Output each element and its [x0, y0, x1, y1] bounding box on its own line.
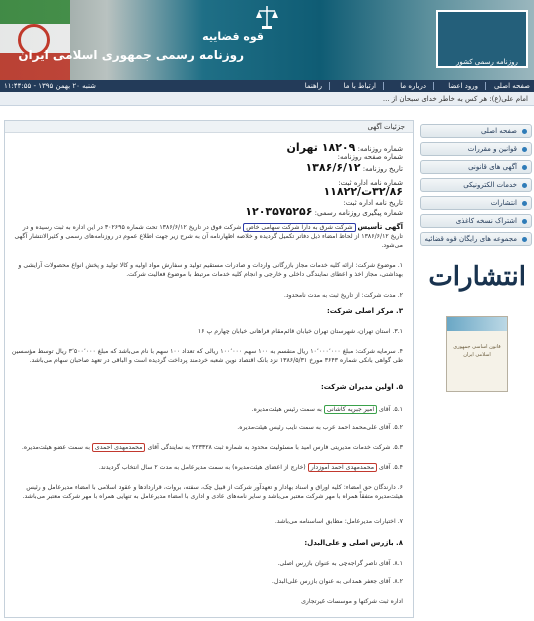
ticker-text: امام علی(ع): هر کس به خاطر خدای سبحان از ... [382, 95, 528, 103]
inspector-1: ۸.۱. آقای ناصر گراجه‌چی به عنوان بازرس اصلی. [277, 560, 403, 567]
book-title: قانون اساسی جمهوری اسلامی ایران [453, 344, 501, 358]
bullet-icon [522, 183, 527, 188]
sidebar-item-subscription[interactable] [420, 214, 532, 228]
registry-office-footer: اداره ثبت شرکتها و موسسات غیرتجاری [301, 598, 403, 605]
sidebar-item-label: انتشارات [490, 199, 517, 207]
top-nav-bar [0, 80, 534, 92]
header-subtitle: روزنامه رسمی جمهوری اسلامی ایران [18, 48, 244, 62]
sidebar-item-label: خدمات الکترونیکی [463, 181, 517, 189]
bullet-icon [522, 165, 527, 170]
director-1: ۵.۱. آقای امیر جبریه کاشانی به سمت رئیس هیئت‌مدیره. [251, 406, 403, 413]
ceo-name-highlight: محمدمهدی احمد آموزدار [308, 463, 377, 472]
signatories-paragraph: ۶. دارندگان حق امضاء: کلیه اوراق و اسناد بهادار و تعهدآور شرکت از قبیل چک، سفته، بروات، قراردادها و عقود اسلامی با امضاء مدیرعامل و رئیس هیئت‌مدیره متفقاً همراه با مهر شرکت معتبر می‌باشد و سایر نامه‌های عادی و اداری با امضاء مدیرعامل به تنهایی همراه با مهر شرکت معتبر می‌باشد. [22, 484, 403, 500]
header-title: قوه قضاییه [202, 30, 264, 43]
company-name-highlight: شرکت شرق به دارا شرکت سهامی خاص [243, 223, 355, 232]
nav-item-home[interactable]: صفحه اصلی [493, 82, 530, 90]
sidebar-item-label: اشتراک نسخه کاغذی [455, 217, 517, 225]
sidebar-item-laws[interactable] [420, 142, 532, 156]
panel-header-title: جزئیات آگهی [367, 123, 405, 131]
issue-number-row: شماره روزنامه: ۱۸۲۰۹ تهران [286, 141, 403, 154]
letter-date-row: تاریخ نامه اداره ثبت: [343, 199, 403, 207]
nav-item-login[interactable]: ورود اعضا [448, 82, 478, 90]
sidebar-item-home[interactable] [420, 124, 532, 138]
hq-address: ۳.۱. استان تهران، شهرستان تهران خیابان قائم‌مقام فراهانی خیابان چهارم پ ۱۶ [197, 328, 403, 335]
page-number-row: شماره صفحه روزنامه: [337, 153, 403, 161]
nav-item-contact[interactable]: ارتباط با ما [343, 82, 376, 90]
sidebar-item-label: قوانین و مقررات [467, 145, 517, 153]
sidebar-item-label: آگهی های قانونی [468, 163, 517, 171]
director-1-name-highlight: امیر جبریه کاشانی [324, 405, 377, 414]
date-row: تاریخ روزنامه: ۱۳۸۶/۶/۱۲ [305, 161, 403, 174]
subject-paragraph: ۱. موضوع شرکت: ارائه کلیه خدمات مجاز بازرگانی واردات و صادرات مستقیم تولید و سفارش مواد اولیه و کالا تولید و پخش انواع محصولات آرایشی و بهداشتی، مجاز اخذ و اعطای نمایندگی داخلی و خارجی و انجام کلیه خدمات مرتبط با موضوع فعالیت شرکت. [18, 262, 403, 278]
nav-separator [433, 82, 434, 90]
bullet-icon [522, 129, 527, 134]
inspector-2: ۸.۲. آقای جعفر همدانی به عنوان بازرس علی‌البدل. [271, 578, 403, 585]
constitution-book-image[interactable] [446, 316, 508, 392]
right-sidebar [420, 118, 532, 618]
sidebar-item-label: مجموعه های رایگان قوه قضائیه [424, 235, 517, 243]
sidebar-item-free-collections[interactable] [420, 232, 532, 246]
duration-paragraph: ۲. مدت شرکت: از تاریخ ثبت به مدت نامحدود. [283, 292, 403, 299]
tracking-row: شماره پیگیری روزنامه رسمی: ۱۲۰۳۵۷۵۲۵۶ [245, 205, 403, 218]
nav-item-help[interactable]: راهنما [304, 82, 322, 90]
bullet-icon [522, 237, 527, 242]
inspectors-title: ۸. بازرس اصلی و علی‌البدل: [304, 539, 403, 547]
director-4: ۵.۴. آقای محمدمهدی احمد آموزدار (خارج از اعضای هیئت‌مدیره) به سمت مدیرعامل به مدت ۲ سال انتخاب گردیدند. [98, 464, 403, 471]
director-3-name-highlight: محمدمهدی احمدی [92, 443, 146, 452]
nav-date: شنبه ۲۰ بهمن ۱۳۹۵ - ۱۱:۴۴:۵۵ [4, 82, 96, 90]
capital-paragraph: ۴. سرمایه شرکت: مبلغ ۱۰٬۰۰۰٬۰۰۰ ریال منقسم به ۱۰۰ سهم ۱۰۰٬۰۰۰ ریالی که تعداد ۱۰۰ سهم با نام می‌باشد که مبلغ ۳٬۵۰۰٬۰۰۰ ریال توسط مؤسسین طی گواهی بانکی شماره ۳۶۴۳ مورخ ۱۳۸۶/۵/۳۱ نزد بانک اقتصاد نوین شعبه خردمند پرداخت گردیده است و الباقی در تعهد صاحبان سهام می‌باشد. [11, 348, 403, 364]
publications-logo[interactable]: انتشارات [428, 262, 526, 292]
nav-separator [329, 82, 330, 90]
director-3: ۵.۳. شرکت خدمات مدیریتی فارس امید با مسئولیت محدود به شماره ثبت ۲۲۳۳۲۸ به نمایندگی آقای محمدمهدی احمدی به سمت عضو هیئت‌مدیره. [21, 444, 403, 451]
ad-details-panel [4, 120, 414, 618]
site-header [0, 0, 534, 80]
book-cover-band [447, 317, 507, 331]
announce-paragraph: آگهی تأسیس شرکت شرق به دارا شرکت سهامی خاص شرکت فوق در تاریخ ۱۳۸۶/۶/۱۲ تحت شماره ۳۰۲۶۹۵ در این اداره به ثبت رسیده و در تاریخ ۱۳۸۶/۶/۱۲ از لحاظ امضاء ذیل دفاتر تکمیل گردیده و خلاصه اظهارنامه آن به شرح زیر جهت اطلاع عموم در روزنامه‌های رسمی و کثیرالانتشار آگهی می‌شود. [14, 223, 403, 249]
sidebar-item-e-services[interactable] [420, 178, 532, 192]
nav-separator [383, 82, 384, 90]
sidebar-item-legal-ads[interactable] [420, 160, 532, 174]
bullet-icon [522, 147, 527, 152]
sidebar-item-label: صفحه اصلی [480, 127, 517, 135]
bullet-icon [522, 201, 527, 206]
judiciary-emblem-icon [256, 4, 278, 30]
bullet-icon [522, 219, 527, 224]
sidebar-item-publications[interactable] [420, 196, 532, 210]
official-gazette-logo-text: روزنامه رسمی کشور [456, 58, 518, 66]
letter-number-row: شماره نامه اداره ثبت: [338, 179, 403, 187]
ceo-powers-paragraph: ۷. اختیارات مدیرعامل: مطابق اساسنامه می‌باشد. [274, 518, 403, 525]
news-ticker [0, 92, 534, 106]
panel-header [5, 121, 413, 133]
letter-number-value: ۳۲/۸۶ت/۱۱۸۲۲ [323, 185, 403, 198]
hq-title: ۳. مرکز اصلی شرکت: [327, 307, 403, 315]
directors-title: ۵. اولین مدیران شرکت: [320, 383, 403, 391]
director-2: ۵.۲. آقای علی‌محمد احمد عرب به سمت نایب رئیس هیئت‌مدیره. [237, 424, 403, 431]
nav-separator [485, 82, 486, 90]
nav-item-about[interactable]: درباره ما [400, 82, 426, 90]
